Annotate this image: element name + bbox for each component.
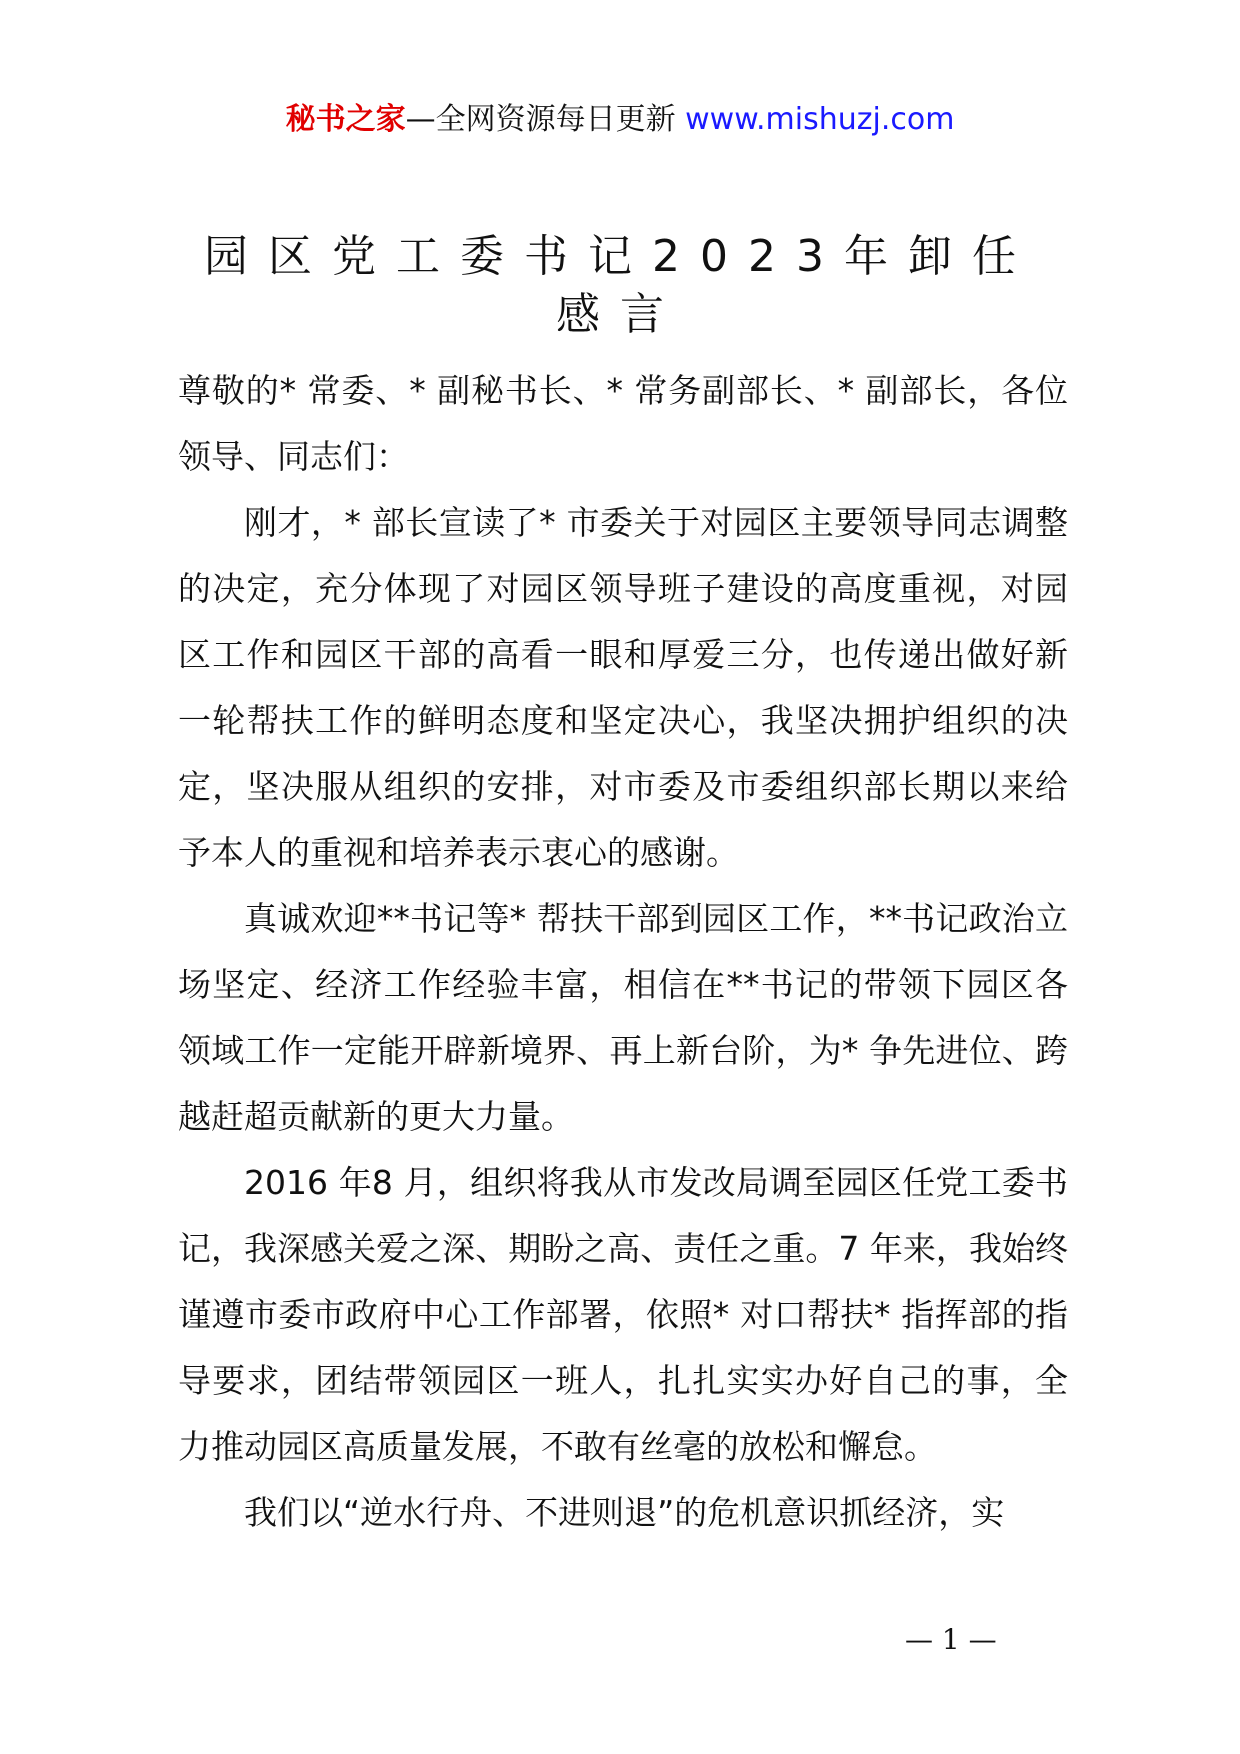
site-url[interactable]: www.mishuzj.com — [685, 102, 955, 137]
header-tagline: —全网资源每日更新 — [405, 102, 676, 137]
paragraph: 2016 年8 月，组织将我从市发改局调至园区任党工委书记，我深感关爱之深、期盼之高、责任之重。7 年来，我始终谨遵市委市政府中心工作部署，依照* 对口帮扶* 指挥部的指导要求，团结带领园区一班人，扎扎实实办好自己的事，全力推动园区高质量发展，不敢有丝毫的放松和懈怠。 — [178, 1163, 1068, 1466]
paragraph: 刚才，* 部长宣读了* 市委关于对园区主要领导同志调整的决定，充分体现了对园区领导班子建设的高度重视，对园区工作和园区干部的高看一眼和厚爱三分，也传递出做好新一轮帮扶工作的鲜明态度和坚定决心，我坚决拥护组织的决定，坚决服从组织的安排，对市委及市委组织部长期以来给予本人的重视和培养表示衷心的感谢。 — [178, 503, 1068, 872]
salutation: 尊敬的* 常委、* 副秘书长、* 常务副部长、* 副部长，各位领导、同志们： — [178, 371, 1068, 476]
paragraph: 真诚欢迎**书记等* 帮扶干部到园区工作，**书记政治立场坚定、经济工作经验丰富，相信在**书记的带领下园区各领域工作一定能开辟新境界、再上新台阶，为* 争先进位、跨越赶超贡献新的更大力量。 — [178, 899, 1068, 1136]
document-title — [150, 228, 1090, 344]
paragraph: 我们以“逆水行舟、不进则退”的危机意识抓经济，实 — [244, 1493, 1005, 1532]
site-header — [0, 100, 1240, 140]
title-line-2: 感言 — [556, 289, 684, 340]
document-body — [178, 358, 1068, 1546]
page-number: — 1 — — [905, 1623, 997, 1656]
title-line-1: 园区党工委书记2023年卸任 — [204, 231, 1036, 282]
brand-name: 秘书之家 — [285, 102, 406, 137]
